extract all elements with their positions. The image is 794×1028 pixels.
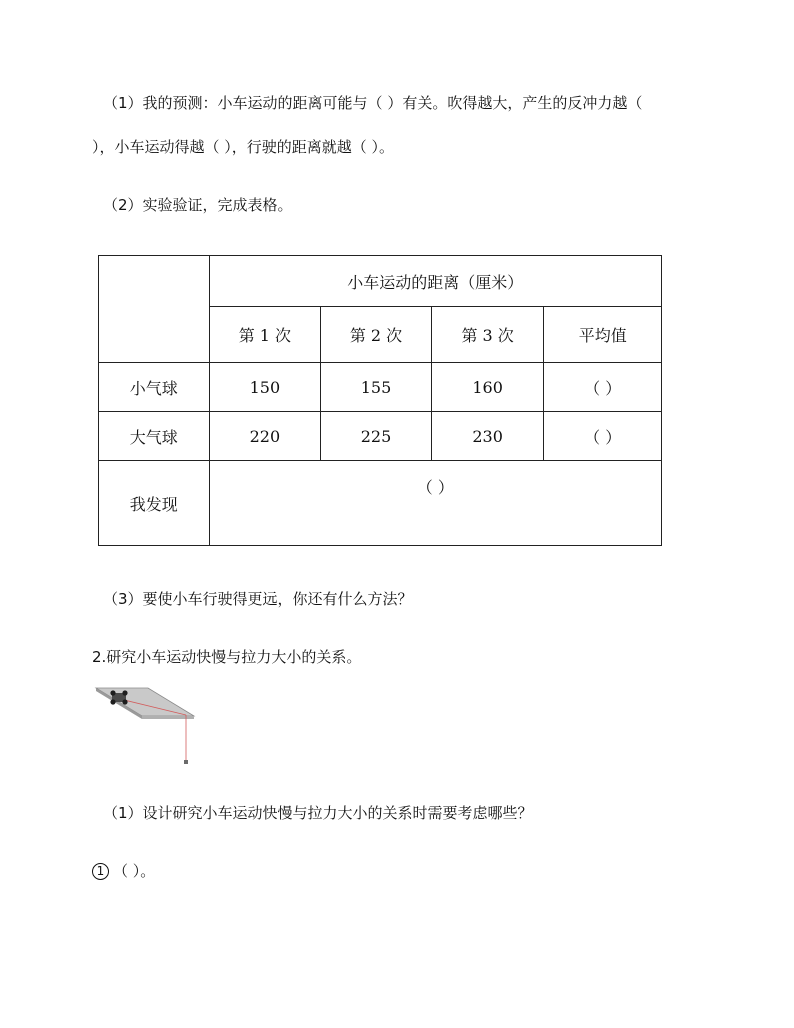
answer-item-1 — [92, 860, 155, 881]
table-cell: 155 — [321, 363, 432, 412]
table-header-main: 小车运动的距离（厘米） — [209, 256, 661, 307]
table-row — [99, 363, 662, 412]
q2-text: （2）实验验证，完成表格。 — [103, 196, 293, 214]
table-header-trial-3: 第 3 次 — [431, 307, 544, 363]
row-label: 小气球 — [99, 363, 210, 412]
table-row — [99, 412, 662, 461]
table-cell: 150 — [209, 363, 321, 412]
table-header-trial-1: 第 1 次 — [209, 307, 321, 363]
table-header-trial-2: 第 2 次 — [321, 307, 432, 363]
table-header-average: 平均值 — [544, 307, 662, 363]
q3-text: （3）要使小车行驶得更远，你还有什么方法？ — [103, 590, 413, 608]
finding-cell[interactable] — [209, 461, 661, 546]
table-row — [99, 461, 662, 546]
toy-car-ramp-illustration — [90, 682, 200, 772]
section2-q1: （1）设计研究小车运动快慢与拉力大小的关系时需要考虑哪些？ — [103, 804, 533, 822]
table-corner-cell — [99, 256, 210, 363]
table-cell: 225 — [321, 412, 432, 461]
table-cell: 230 — [431, 412, 544, 461]
table-cell: 220 — [209, 412, 321, 461]
table-cell: 160 — [431, 363, 544, 412]
circled-number: 1 — [92, 863, 109, 880]
q1-line-2: ），小车运动得越（ ），行驶的距离就越（ ）。 — [92, 138, 395, 156]
answer-blank[interactable]: （ ）。 — [113, 862, 156, 880]
row-label: 大气球 — [99, 412, 210, 461]
q1-line-1: （1）我的预测：小车运动的距离可能与（ ）有关。吹得越大，产生的反冲力越（ — [103, 94, 643, 112]
average-blank[interactable]: （ ） — [544, 412, 662, 461]
average-blank[interactable]: （ ） — [544, 363, 662, 412]
section2-title: 2.研究小车运动快慢与拉力大小的关系。 — [92, 648, 362, 666]
finding-blank[interactable]: （ ） — [416, 478, 454, 497]
experiment-table — [98, 255, 662, 546]
finding-label: 我发现 — [99, 461, 210, 546]
